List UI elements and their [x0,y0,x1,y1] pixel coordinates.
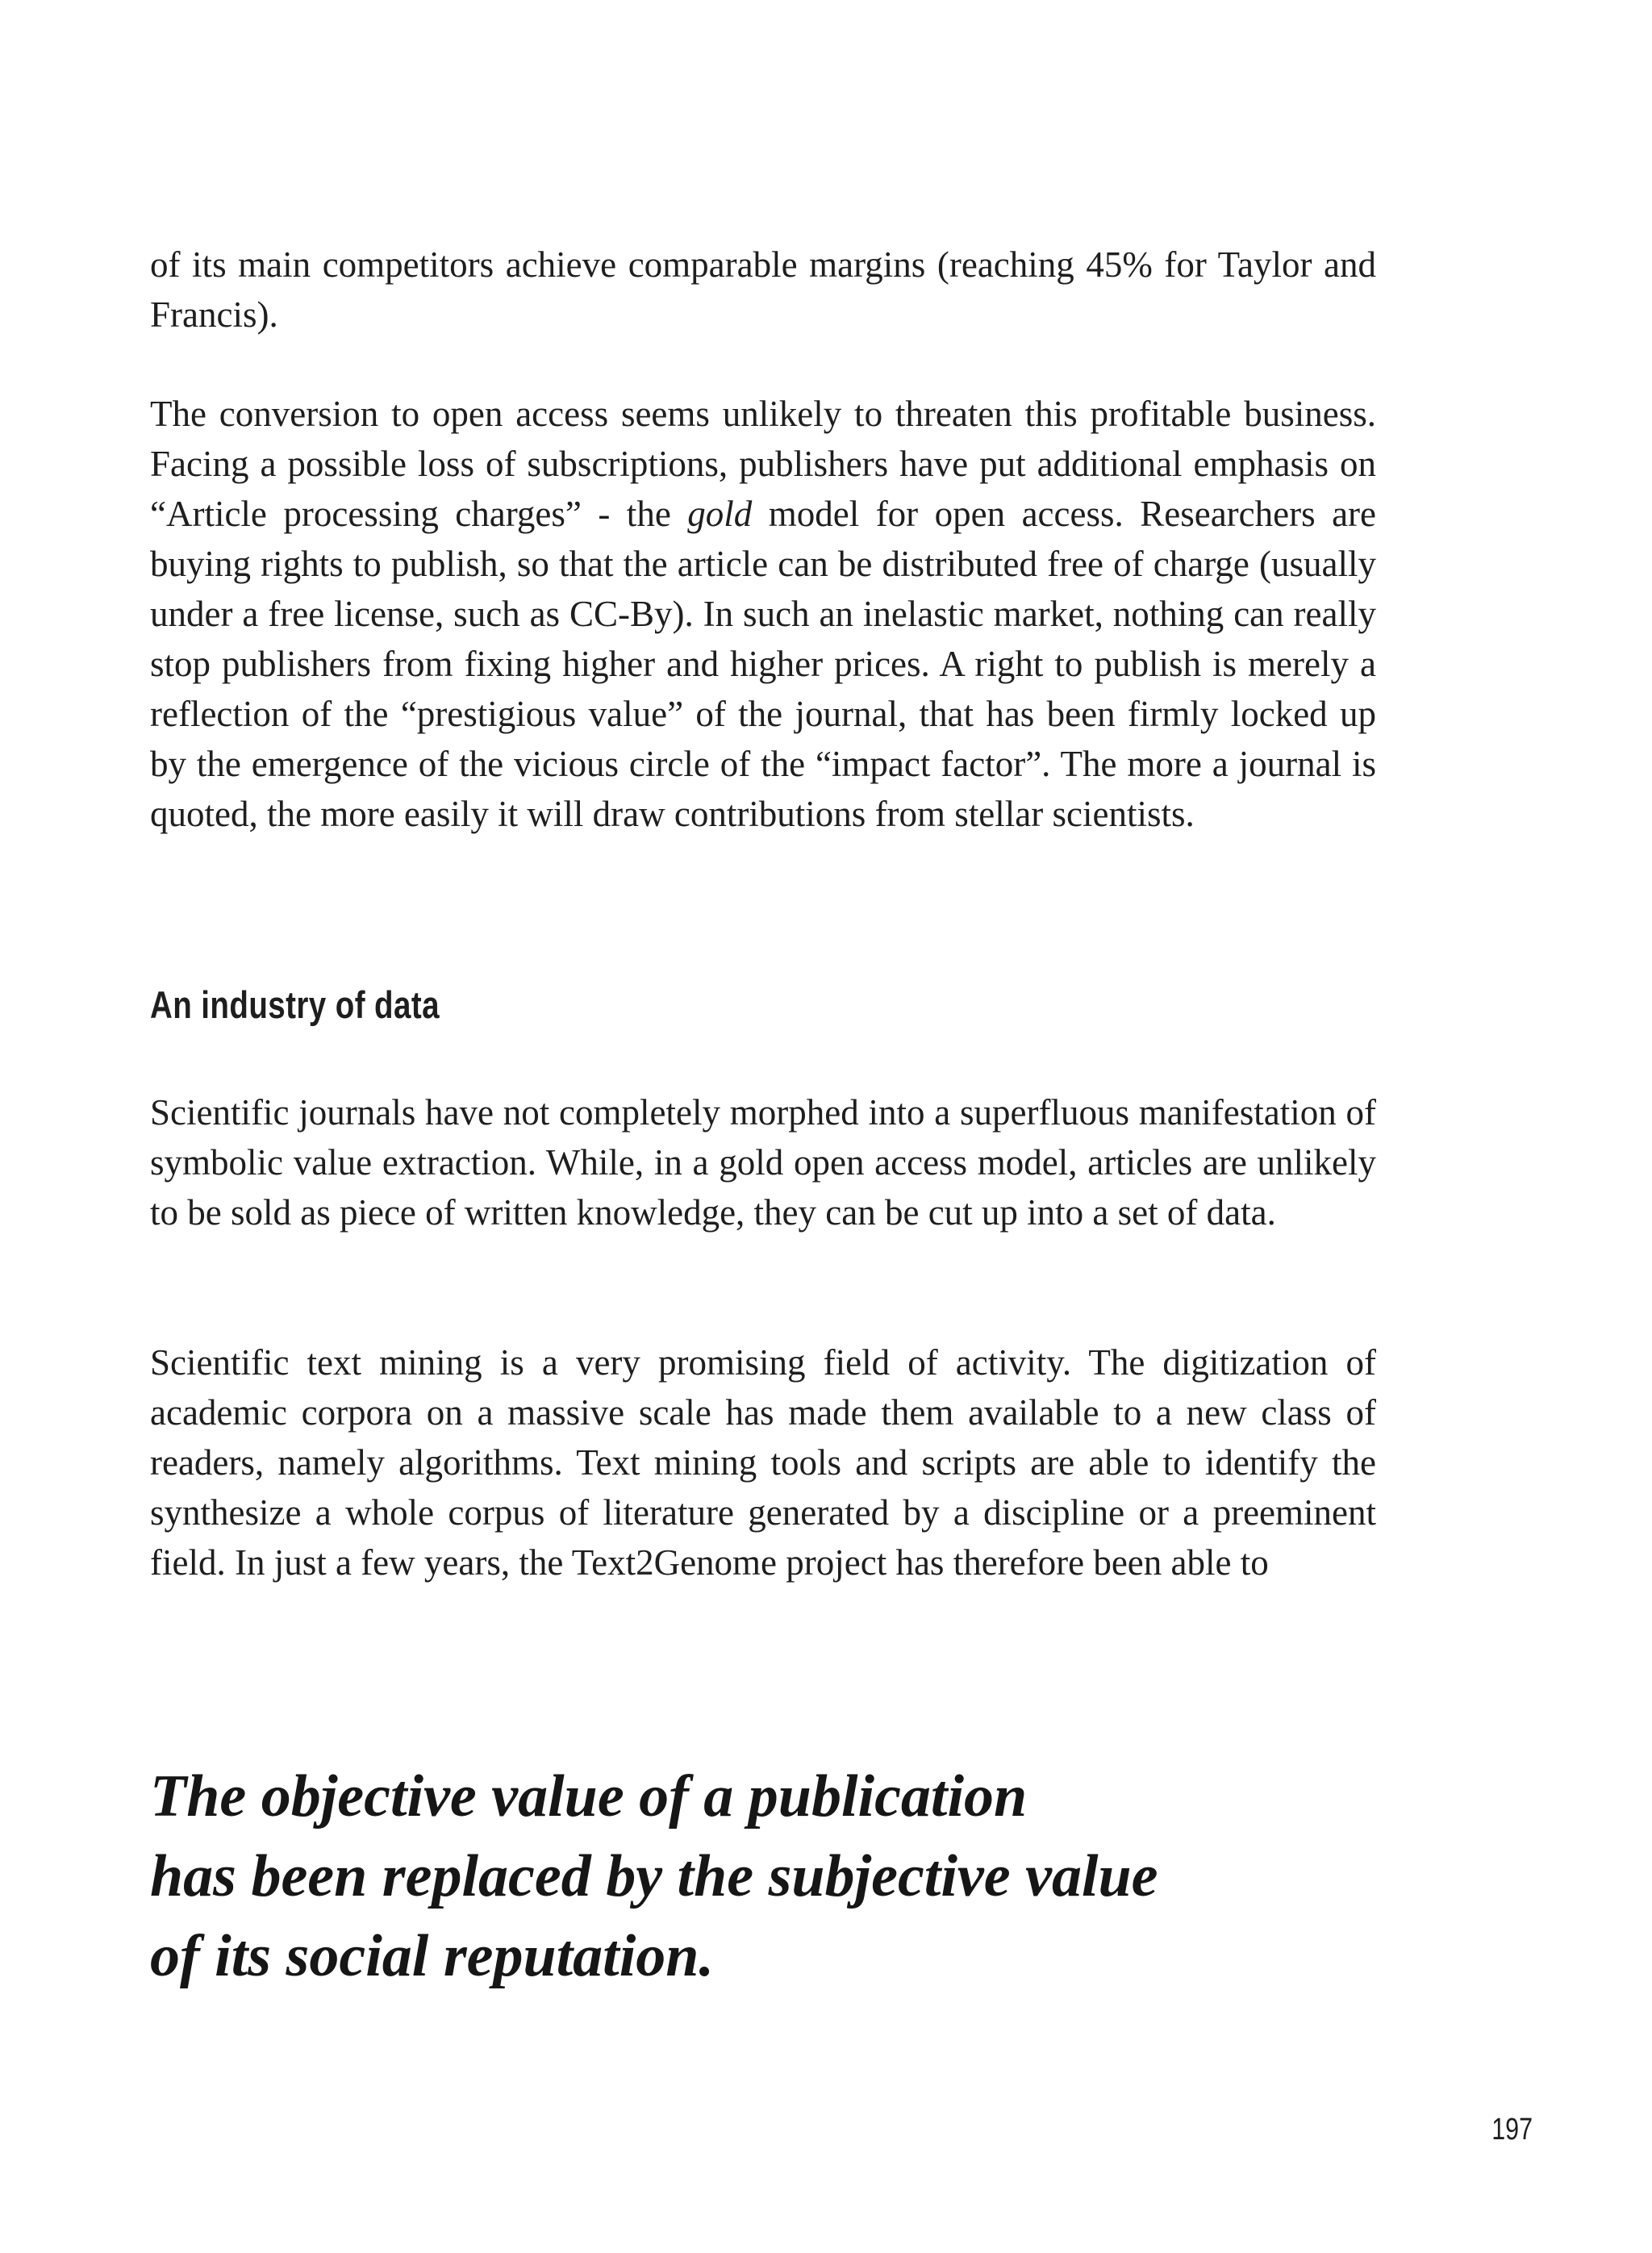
pull-quote [150,1757,1441,1996]
body-paragraph-3 [150,1087,1376,1237]
paragraph-text: Scientific journals have not completely morphed into a superfluous manifestation of symbolic value extraction. While, in a gold open access model, articles are unlikely to be sold as piece of written knowledge, they can be cut up into a set of data. [150,1092,1376,1233]
body-paragraph-1 [150,240,1376,340]
pull-quote-line-2: has been replaced by the subjective value [150,1843,1158,1909]
section-heading: An industry of data [150,983,440,1026]
body-paragraph-2 [150,389,1376,839]
pull-quote-line-3: of its social reputation. [150,1923,714,1989]
paragraph-text: Scientific text mining is a very promising field of activity. The digitization of academic corpora on a massive scale has made them available to a new class of readers, namely algorithms. Text mining tools and scripts are able to identify the synthesize a whole corpus of literature generated by a discipline or a preeminent field. In just a few years, the Text2Genome project has therefore been able to [150,1342,1376,1583]
paragraph-text: of its main competitors achieve comparable margins (reaching 45% for Taylor and Francis). [150,244,1376,335]
paragraph-text-start: The conversion to open access seems unlikely to threaten this profitable business. Facing a possible loss of subscriptions, publishers have put additional emphasis on “Article processing charges” - the [150,394,1376,534]
paragraph-text-end: model for open access. Researchers are buying rights to publish, so that the article can be distributed free of charge (usually under a free license, such as CC-By). In such an inelastic market, nothing can really stop publishers from fixing higher and higher prices. A right to publish is merely a reflection of the “prestigious value” of the journal, that has been firmly locked up by the emergence of the vicious circle of the “impact factor”. The more a journal is quoted, the more easily it will draw contributions from stellar scientists. [150,494,1376,834]
body-paragraph-4 [150,1337,1376,1588]
pull-quote-line-1: The objective value of a publication [150,1763,1028,1830]
page-number: 197 [1491,2113,1533,2147]
emphasis-gold: gold [687,494,753,534]
